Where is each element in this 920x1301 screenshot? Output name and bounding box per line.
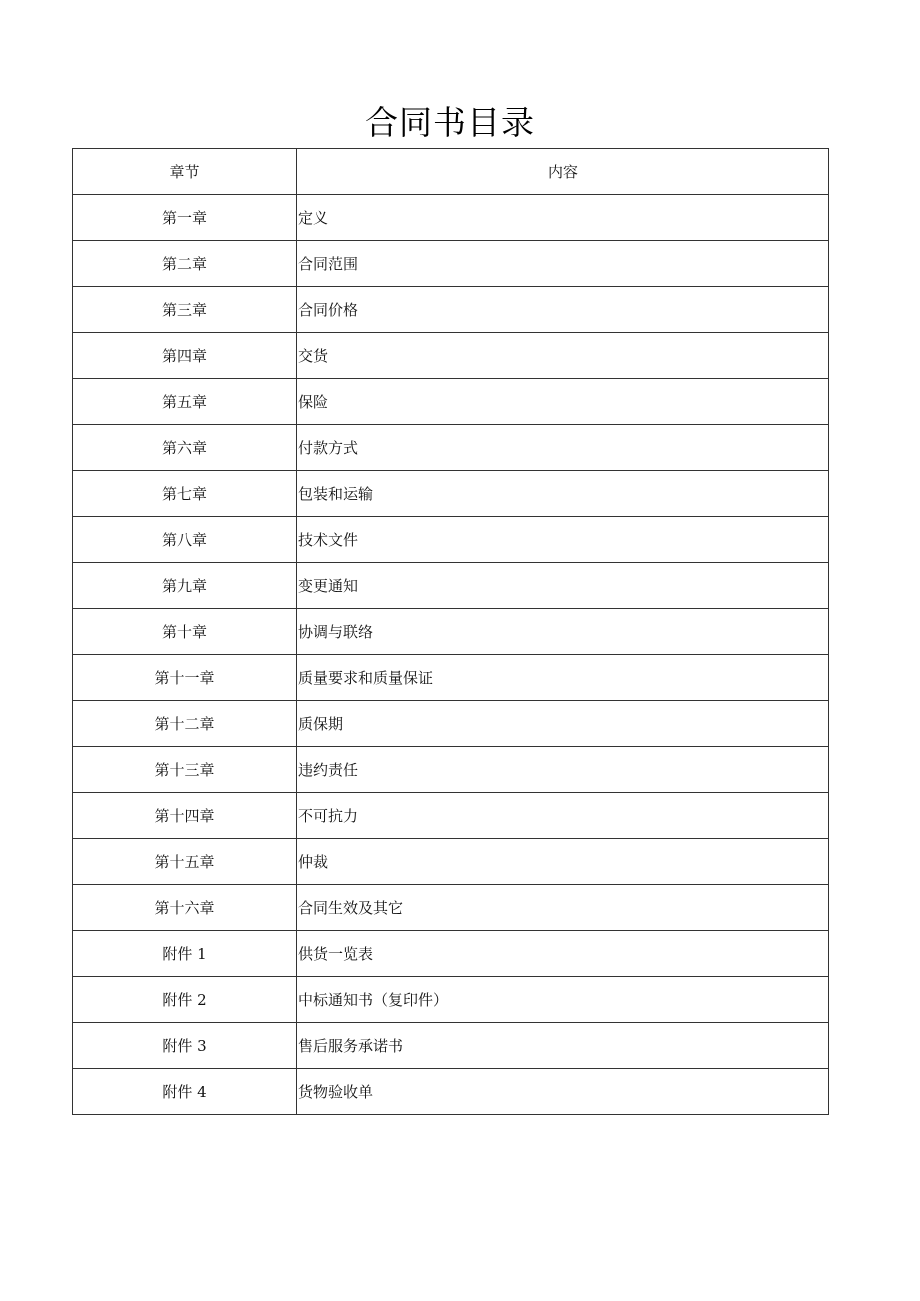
- content-cell: 不可抗力: [297, 793, 829, 839]
- table-row: [73, 1069, 829, 1115]
- content-cell: 合同价格: [297, 287, 829, 333]
- table-header: [73, 149, 829, 195]
- table-row: [73, 701, 829, 747]
- content-cell: 质保期: [297, 701, 829, 747]
- content-cell: 仲裁: [297, 839, 829, 885]
- content-cell: 供货一览表: [297, 931, 829, 977]
- table-row: [73, 195, 829, 241]
- chapter-cell: 附件 3: [73, 1023, 297, 1069]
- content-cell: 合同生效及其它: [297, 885, 829, 931]
- table-row: [73, 379, 829, 425]
- table-row: [73, 793, 829, 839]
- content-cell: 交货: [297, 333, 829, 379]
- table-row: [73, 977, 829, 1023]
- table-row: [73, 609, 829, 655]
- chapter-cell: 第七章: [73, 471, 297, 517]
- table-row: [73, 241, 829, 287]
- chapter-cell: 第六章: [73, 425, 297, 471]
- chapter-cell: 第五章: [73, 379, 297, 425]
- table-row: [73, 885, 829, 931]
- content-cell: 中标通知书（复印件）: [297, 977, 829, 1023]
- toc-table: [72, 148, 829, 1115]
- table-row: [73, 563, 829, 609]
- page-title: 合同书目录: [365, 103, 535, 142]
- table-row: [73, 287, 829, 333]
- chapter-cell: 第四章: [73, 333, 297, 379]
- content-cell: 包装和运输: [297, 471, 829, 517]
- chapter-cell: 第一章: [73, 195, 297, 241]
- header-content: 内容: [297, 149, 829, 195]
- table-row: [73, 1023, 829, 1069]
- content-cell: 合同范围: [297, 241, 829, 287]
- chapter-cell: 第二章: [73, 241, 297, 287]
- chapter-cell: 附件 1: [73, 931, 297, 977]
- content-cell: 定义: [297, 195, 829, 241]
- content-cell: 协调与联络: [297, 609, 829, 655]
- table-body: [73, 195, 829, 1115]
- table-row: [73, 931, 829, 977]
- table-row: [73, 471, 829, 517]
- chapter-cell: 第八章: [73, 517, 297, 563]
- content-cell: 违约责任: [297, 747, 829, 793]
- chapter-cell: 第十六章: [73, 885, 297, 931]
- chapter-cell: 附件 2: [73, 977, 297, 1023]
- table-row: [73, 655, 829, 701]
- content-cell: 货物验收单: [297, 1069, 829, 1115]
- table-row: [73, 425, 829, 471]
- content-cell: 质量要求和质量保证: [297, 655, 829, 701]
- table-row: [73, 517, 829, 563]
- content-cell: 售后服务承诺书: [297, 1023, 829, 1069]
- header-chapter: 章节: [73, 149, 297, 195]
- chapter-cell: 第十一章: [73, 655, 297, 701]
- chapter-cell: 第十五章: [73, 839, 297, 885]
- table-row: [73, 839, 829, 885]
- content-cell: 保险: [297, 379, 829, 425]
- chapter-cell: 第十章: [73, 609, 297, 655]
- content-cell: 技术文件: [297, 517, 829, 563]
- content-cell: 变更通知: [297, 563, 829, 609]
- chapter-cell: 第十四章: [73, 793, 297, 839]
- content-cell: 付款方式: [297, 425, 829, 471]
- chapter-cell: 第十三章: [73, 747, 297, 793]
- chapter-cell: 第三章: [73, 287, 297, 333]
- table-row: [73, 747, 829, 793]
- chapter-cell: 第十二章: [73, 701, 297, 747]
- chapter-cell: 附件 4: [73, 1069, 297, 1115]
- table-row: [73, 333, 829, 379]
- chapter-cell: 第九章: [73, 563, 297, 609]
- header-row: [73, 149, 829, 195]
